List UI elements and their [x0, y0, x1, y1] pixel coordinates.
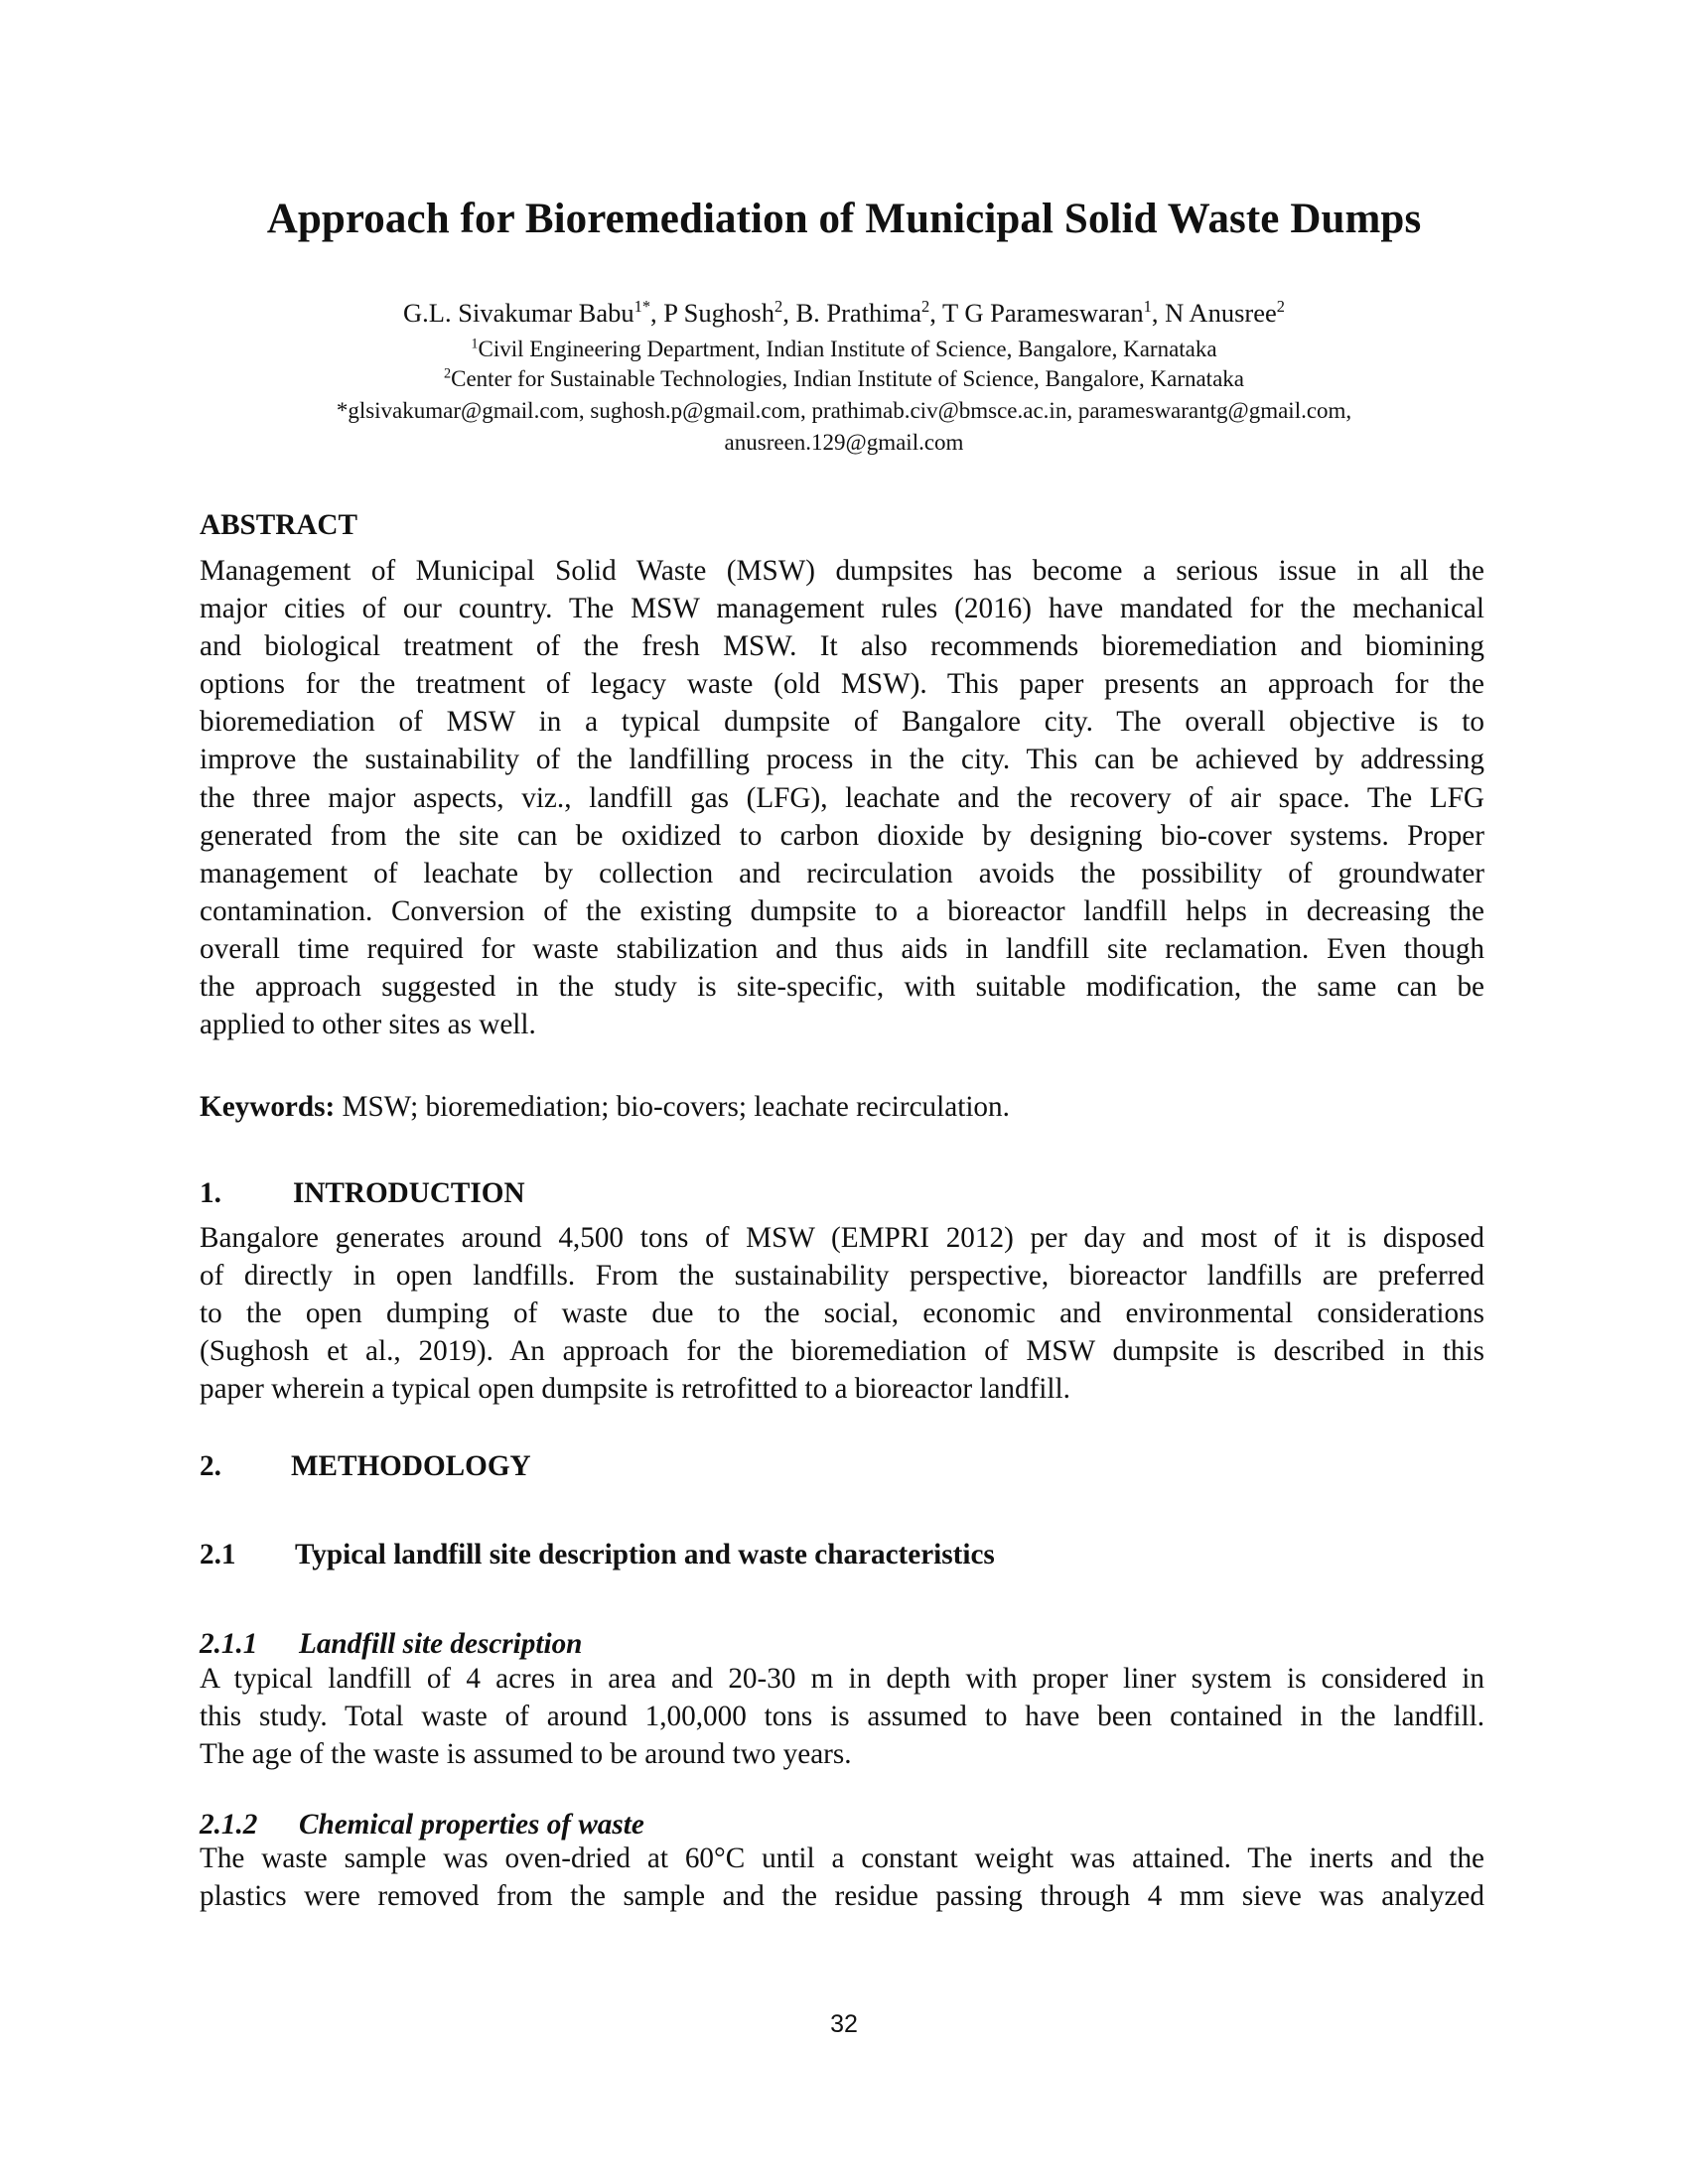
abstract-line: the three major aspects, viz., landfill gas (LFG), leachate and the recovery of air space. The LFG [200, 781, 1484, 814]
paper-title: Approach for Bioremediation of Municipal Solid Waste Dumps [266, 196, 1422, 242]
abstract-line: applied to other sites as well. [200, 1009, 536, 1041]
abstract-line: and biological treatment of the fresh MSW. It also recommends bioremediation and biomining [200, 630, 1484, 663]
chemical-properties-body [200, 1840, 1484, 1915]
subsubsection-number: 2.1.1 [200, 1628, 258, 1660]
subsubsection-heading-2-1-2 [200, 1809, 644, 1842]
section-heading-introduction [200, 1177, 525, 1210]
abstract-line: generated from the site can be oxidized to carbon dioxide by designing bio-cover systems. Proper [200, 819, 1484, 852]
author-affiliation-mark: 1 [1143, 297, 1152, 317]
affiliation-text: Center for Sustainable Technologies, Indian Institute of Science, Bangalore, Karnataka [451, 366, 1244, 391]
body-line: A typical landfill of 4 acres in area and 20-30 m in depth with proper liner system is considered in [200, 1663, 1484, 1695]
body-line: plastics were removed from the sample and the residue passing through 4 mm sieve was analyzed [200, 1880, 1484, 1913]
abstract-line: bioremediation of MSW in a typical dumpsite of Bangalore city. The overall objective is to [200, 706, 1484, 739]
abstract-heading: ABSTRACT [200, 509, 357, 541]
page-number: 32 [830, 2010, 858, 2038]
affiliation-text: Civil Engineering Department, Indian Institute of Science, Bangalore, Karnataka [478, 337, 1217, 361]
subsubsection-title: Landfill site description [299, 1628, 583, 1660]
introduction-line: to the open dumping of waste due to the social, economic and environmental considerations [200, 1297, 1484, 1330]
abstract-line: contamination. Conversion of the existing dumpsite to a bioreactor landfill helps in decreasing the [200, 894, 1484, 927]
body-line: The age of the waste is assumed to be around two years. [200, 1738, 852, 1771]
subsection-heading-2-1 [200, 1539, 995, 1571]
introduction-line: of directly in open landfills. From the sustainability perspective, bioreactor landfills are preferred [200, 1260, 1484, 1293]
author-name: G.L. Sivakumar Babu [403, 298, 634, 328]
body-line: this study. Total waste of around 1,00,000 tons is assumed to have been contained in the landfill. [200, 1701, 1484, 1733]
landfill-description-body [200, 1660, 1484, 1773]
abstract-line: management of leachate by collection and recirculation avoids the possibility of groundwater [200, 857, 1484, 889]
abstract-line: major cities of our country. The MSW management rules (2016) have mandated for the mechanical [200, 593, 1484, 625]
subsection-number: 2.1 [200, 1539, 236, 1570]
subsection-title: Typical landfill site description and waste characteristics [295, 1539, 995, 1570]
introduction-line: Bangalore generates around 4,500 tons of MSW (EMPRI 2012) per day and most of it is disposed [200, 1222, 1484, 1254]
abstract-line: options for the treatment of legacy waste (old MSW). This paper presents an approach for the [200, 668, 1484, 701]
author-affiliation-mark: 2 [921, 297, 930, 317]
introduction-line: (Sughosh et al., 2019). An approach for the bioremediation of MSW dumpsite is described in this [200, 1335, 1484, 1368]
subsubsection-title: Chemical properties of waste [299, 1809, 644, 1841]
abstract-line: overall time required for waste stabilization and thus aids in landfill site reclamation. Even though [200, 932, 1484, 965]
abstract-body [200, 552, 1484, 1043]
author-affiliation-mark: 2 [774, 297, 783, 317]
section-heading-methodology [200, 1450, 531, 1483]
author-list [0, 298, 1688, 328]
body-line: The waste sample was oven-dried at 60°C until a constant weight was attained. The inerts and the [200, 1843, 1484, 1874]
abstract-line: Management of Municipal Solid Waste (MSW) dumpsites has become a serious issue in all the [200, 555, 1484, 587]
author-affiliation-mark: 1* [633, 297, 651, 317]
section-number: 2. [200, 1450, 221, 1482]
keywords [200, 1088, 1484, 1126]
abstract-line: improve the sustainability of the landfilling process in the city. This can be achieved by addressing [200, 744, 1484, 776]
author-emails: *glsivakumar@gmail.com, sughosh.p@gmail.com, prathimab.civ@bmsce.ac.in, parameswarantg@gmail.com, [336, 398, 1352, 423]
keywords-label: Keywords: [200, 1091, 336, 1123]
author-name: , B. Prathima [782, 298, 922, 328]
section-title: METHODOLOGY [291, 1450, 531, 1482]
section-number: 1. [200, 1177, 221, 1209]
section-title: INTRODUCTION [293, 1177, 525, 1209]
subsubsection-number: 2.1.2 [200, 1809, 258, 1841]
affiliation-1 [0, 336, 1688, 362]
introduction-line: paper wherein a typical open dumpsite is retrofitted to a bioreactor landfill. [200, 1373, 1070, 1406]
author-emails-continued: anusreen.129@gmail.com [724, 430, 964, 455]
affiliation-2 [0, 365, 1688, 392]
affiliation-mark: 2 [444, 365, 452, 382]
author-affiliation-mark: 2 [1276, 297, 1285, 317]
author-name: , P Sughosh [650, 298, 774, 328]
author-name: , T G Parameswaran [929, 298, 1144, 328]
affiliation-mark: 1 [471, 336, 479, 352]
keywords-text: MSW; bioremediation; bio-covers; leachate recirculation. [335, 1091, 1010, 1123]
introduction-body [200, 1219, 1484, 1408]
abstract-line: the approach suggested in the study is site-specific, with suitable modification, the same can be [200, 971, 1484, 1004]
subsubsection-heading-2-1-1 [200, 1628, 582, 1661]
author-name: , N Anusree [1151, 298, 1277, 328]
